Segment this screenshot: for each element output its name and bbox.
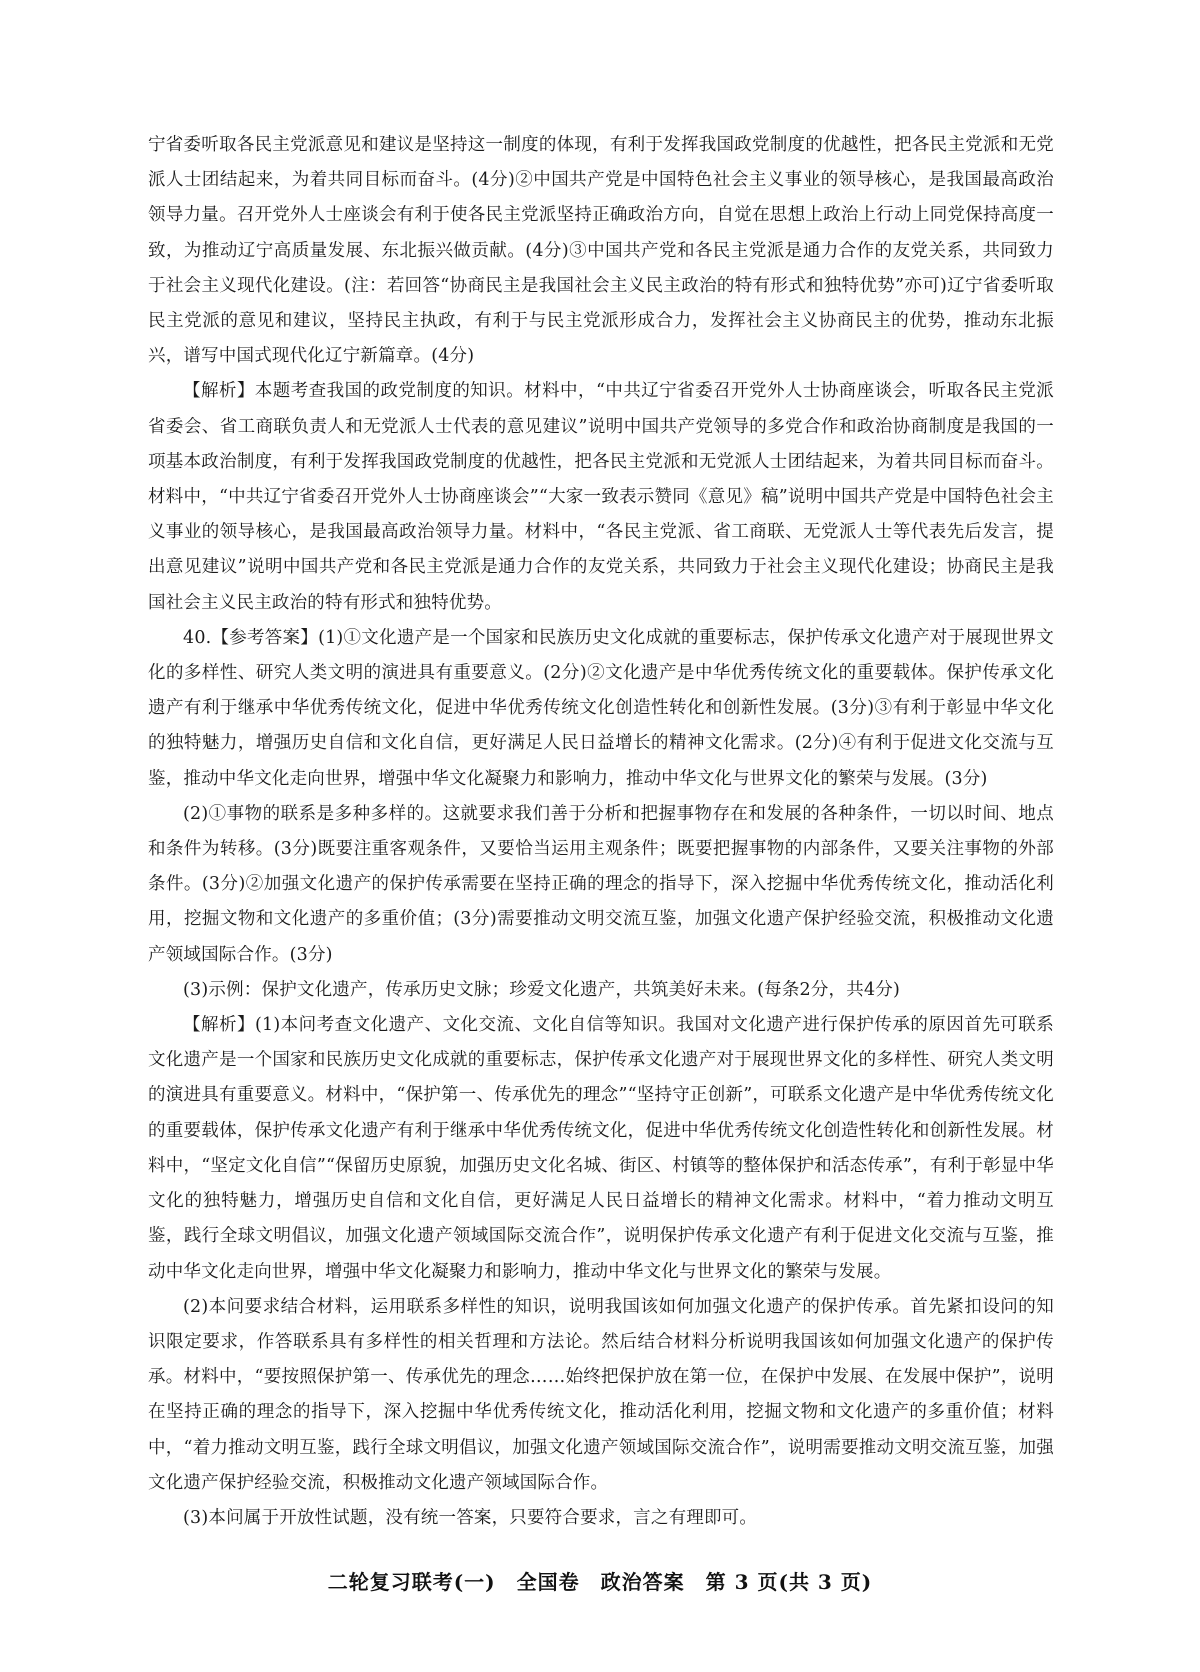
answer-paragraph-40-part2: (2)①事物的联系是多种多样的。这就要求我们善于分析和把握事物存在和发展的各种条件，一切以时间、地点和条件为转移。(3分)既要注重客观条件，又要恰当运用主观条件；既要把握事物的内部条件，又要关注事物的外部条件。(3分)②加强文化遗产的保护传承需要在坚持正确的理念的指导下，深入挖掘中华优秀传统文化，推动活化利用，挖掘文物和文化遗产的多重价值；(3分)需要推动文明交流互鉴，加强文化遗产保护经验交流，积极推动文化遗产领域国际合作。(3分)	[148, 803, 1054, 965]
answer-content	[148, 128, 1054, 1536]
analysis-paragraph-40-part1: 【解析】(1)本问考查文化遗产、文化交流、文化自信等知识。我国对文化遗产进行保护传承的原因首先可联系文化遗产是一个国家和民族历史文化成就的重要标志，保护传承文化遗产对于展现世界文化的多样性、研究人类文明的演进具有重要意义。材料中，“保护第一、传承优先的理念”“坚持守正创新”，可联系文化遗产是中华优秀传统文化的重要载体，保护传承文化遗产有利于继承中华优秀传统文化，促进中华优秀传统文化创造性转化和创新性发展。材料中，“坚定文化自信”“保留历史原貌，加强历史文化名城、街区、村镇等的整体保护和活态传承”，有利于彰显中华文化的独特魅力，增强历史自信和文化自信，更好满足人民日益增长的精神文化需求。材料中，“着力推动文明互鉴，践行全球文明倡议，加强文化遗产领域国际交流合作”，说明保护传承文化遗产有利于促进文化交流与互鉴，推动中华文化走向世界，增强中华文化凝聚力和影响力，推动中华文化与世界文化的繁荣与发展。	[148, 1015, 1054, 1282]
analysis-paragraph-40-part2: (2)本问要求结合材料，运用联系多样性的知识，说明我国该如何加强文化遗产的保护传承。首先紧扣设问的知识限定要求，作答联系具有多样性的相关哲理和方法论。然后结合材料分析说明我国该如何加强文化遗产的保护传承。材料中，“要按照保护第一、传承优先的理念……始终把保护放在第一位，在保护中发展、在发展中保护”，说明在坚持正确的理念的指导下，深入挖掘中华优秀传统文化，推动活化利用，挖掘文物和文化遗产的多重价值；材料中，“着力推动文明互鉴，践行全球文明倡议，加强文化遗产领域国际交流合作”，说明需要推动文明交流互鉴，加强文化遗产保护经验交流，积极推动文化遗产领域国际合作。	[148, 1296, 1054, 1493]
page-footer: 二轮复习联考(一) 全国卷 政治答案 第 3 页(共 3 页)	[327, 1570, 873, 1594]
answer-paragraph-40-part3: (3)示例：保护文化遗产，传承历史文脉；珍爱文化遗产，共筑美好未来。(每条2分，共4分)	[183, 979, 901, 1000]
analysis-paragraph-39: 【解析】本题考查我国的政党制度的知识。材料中，“中共辽宁省委召开党外人士协商座谈会，听取各民主党派省委会、省工商联负责人和无党派人士代表的意见建议”说明中国共产党领导的多党合作和政治协商制度是我国的一项基本政治制度，有利于发挥我国政党制度的优越性，把各民主党派和无党派人士团结起来，为着共同目标而奋斗。材料中，“中共辽宁省委召开党外人士协商座谈会”“大家一致表示赞同《意见》稿”说明中国共产党是中国特色社会主义事业的领导核心，是我国最高政治领导力量。材料中，“各民主党派、省工商联、无党派人士等代表先后发言，提出意见建议”说明中国共产党和各民主党派是通力合作的友党关系，共同致力于社会主义现代化建设；协商民主是我国社会主义民主政治的特有形式和独特优势。	[148, 381, 1054, 613]
analysis-paragraph-40-part3: (3)本问属于开放性试题，没有统一答案，只要符合要求，言之有理即可。	[183, 1507, 758, 1528]
answer-paragraph-40-part1: 40.【参考答案】(1)①文化遗产是一个国家和民族历史文化成就的重要标志，保护传承文化遗产对于展现世界文化的多样性、研究人类文明的演进具有重要意义。(2分)②文化遗产是中华优秀传统文化的重要载体。保护传承文化遗产有利于继承中华优秀传统文化，促进中华优秀传统文化创造性转化和创新性发展。(3分)③有利于彰显中华文化的独特魅力，增强历史自信和文化自信，更好满足人民日益增长的精神文化需求。(2分)④有利于促进文化交流与互鉴，推动中华文化走向世界，增强中华文化凝聚力和影响力，推动中华文化与世界文化的繁荣与发展。(3分)	[148, 627, 1054, 789]
answer-paragraph-39-continued: 宁省委听取各民主党派意见和建议是坚持这一制度的体现，有利于发挥我国政党制度的优越性，把各民主党派和无党派人士团结起来，为着共同目标而奋斗。(4分)②中国共产党是中国特色社会主义事业的领导核心，是我国最高政治领导力量。召开党外人士座谈会有利于使各民主党派坚持正确政治方向，自觉在思想上政治上行动上同党保持高度一致，为推动辽宁高质量发展、东北振兴做贡献。(4分)③中国共产党和各民主党派是通力合作的友党关系，共同致力于社会主义现代化建设。(注：若回答“协商民主是我国社会主义民主政治的特有形式和独特优势”亦可)辽宁省委听取民主党派的意见和建议，坚持民主执政，有利于与民主党派形成合力，发挥社会主义协商民主的优势，推动东北振兴，谱写中国式现代化辽宁新篇章。(4分)	[148, 135, 1054, 367]
